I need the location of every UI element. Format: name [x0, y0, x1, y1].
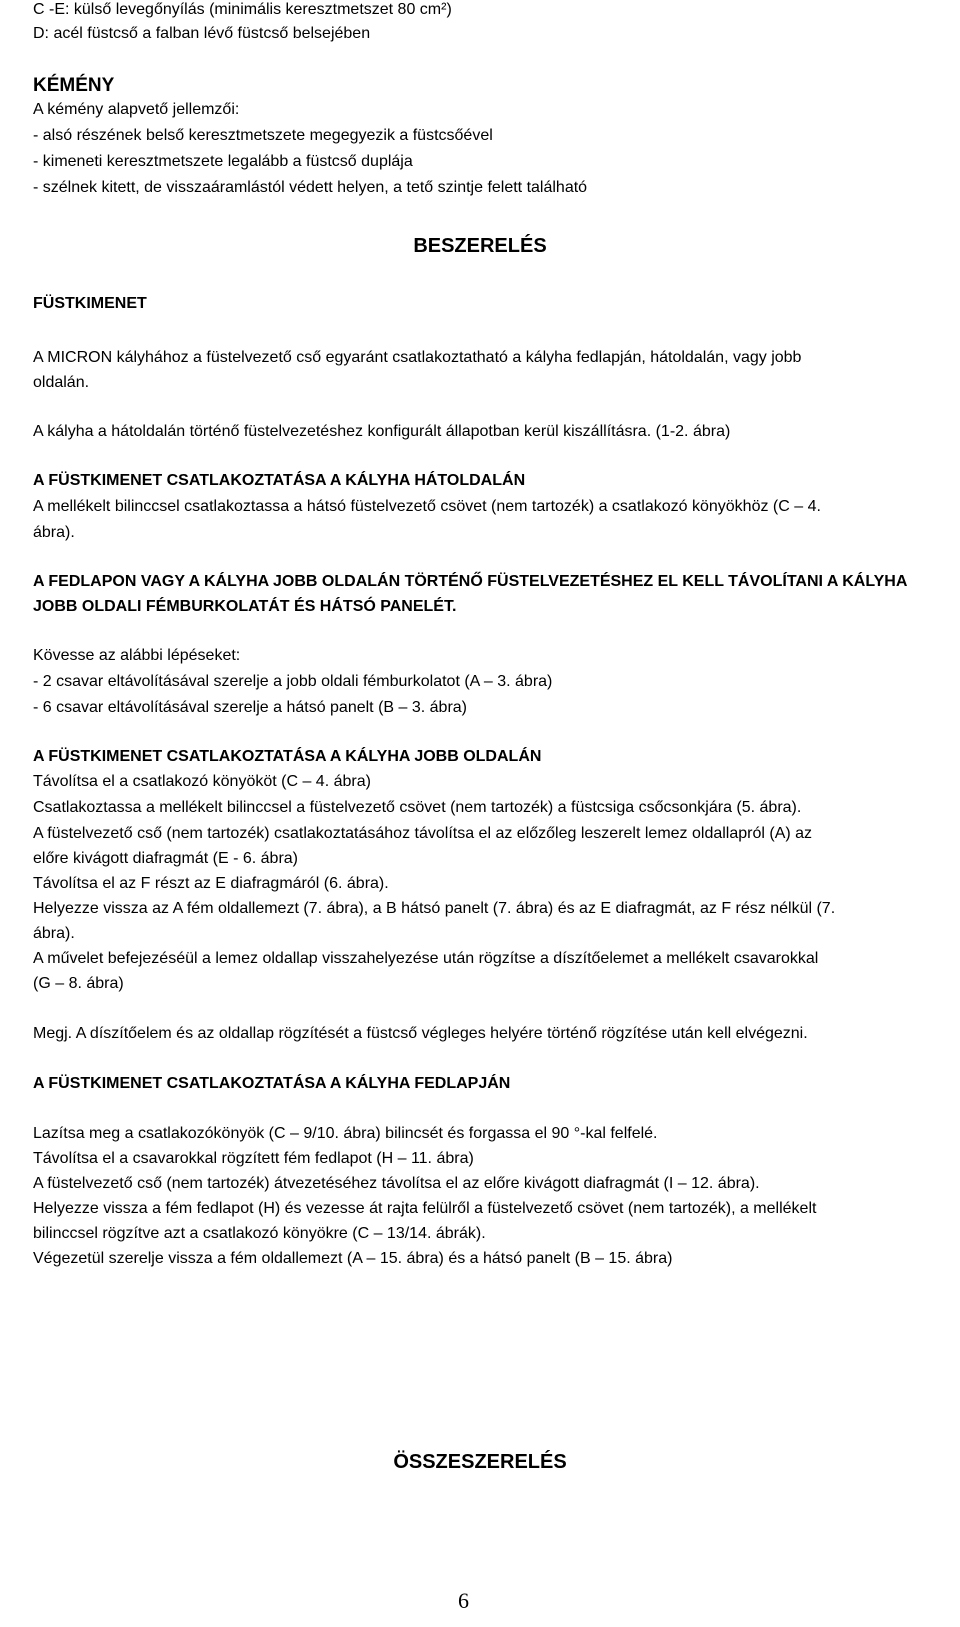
back-line: A mellékelt bilinccsel csatlakoztassa a hátsó füstelvezető csövet (nem tartozék) a csatlakozó könyökhöz (C – 4. — [33, 498, 821, 515]
right-line: ábra). — [33, 925, 75, 942]
warning-line: JOBB OLDALI FÉMBURKOLATÁT ÉS HÁTSÓ PANELÉT. — [33, 598, 457, 615]
assembly-title: ÖSSZESZERELÉS — [393, 1451, 567, 1473]
top-line: Távolítsa el a csavarokkal rögzített fém fedlapot (H – 11. ábra) — [33, 1150, 474, 1167]
chimney-line: - szélnek kitett, de visszaáramlástól védett helyen, a tető szintje felett található — [33, 179, 588, 196]
right-line: A művelet befejezéséül a lemez oldallap visszahelyezése után rögzítse a díszítőelemet a mellékelt csavarokkal — [33, 950, 819, 967]
flue-outlet-subtitle: FÜSTKIMENET — [33, 295, 147, 312]
right-line: Csatlakoztassa a mellékelt bilinccsel a füstelvezető csövet (nem tartozék) a füstcsiga csőcsonkjára (5. ábra). — [33, 799, 802, 816]
right-line: előre kivágott diafragmát (E - 6. ábra) — [33, 850, 299, 867]
right-title: A FÜSTKIMENET CSATLAKOZTATÁSA A KÁLYHA JOBB OLDALÁN — [33, 748, 542, 765]
right-line: Távolítsa el az F részt az E diafragmáról (6. ábra). — [33, 875, 389, 892]
back-line: ábra). — [33, 524, 75, 541]
intro-line: D: acél füstcső a falban lévő füstcső belsejében — [33, 25, 371, 42]
installation-line: A kályha a hátoldalán történő füstelvezetéshez konfigurált állapotban kerül kiszállításra. (1-2. ábra) — [33, 423, 731, 440]
right-line: (G – 8. ábra) — [33, 975, 124, 992]
right-note: Megj. A díszítőelem és az oldallap rögzítését a füstcső végleges helyére történő rögzítése után kell elvégezni. — [33, 1025, 808, 1042]
installation-line: A MICRON kályhához a füstelvezető cső egyaránt csatlakoztatható a kályha fedlapján, hátoldalán, vagy jobb — [33, 349, 802, 366]
chimney-line: - kimeneti keresztmetszete legalább a füstcső duplája — [33, 153, 413, 170]
intro-line: C -E: külső levegőnyílás (minimális keresztmetszet 80 cm²) — [33, 1, 452, 18]
right-line: Helyezze vissza az A fém oldallemezt (7. ábra), a B hátsó panelt (7. ábra) és az E diafragmát, az F rész nélkül (7. — [33, 900, 836, 917]
warning-line: A FEDLAPON VAGY A KÁLYHA JOBB OLDALÁN TÖRTÉNŐ FÜSTELVEZETÉSHEZ EL KELL TÁVOLÍTANI A KÁLYHA — [33, 573, 908, 590]
top-title: A FÜSTKIMENET CSATLAKOZTATÁSA A KÁLYHA FEDLAPJÁN — [33, 1075, 511, 1092]
installation-title: BESZERELÉS — [413, 235, 547, 257]
installation-line: oldalán. — [33, 374, 90, 391]
top-line: Helyezze vissza a fém fedlapot (H) és vezesse át rajta felülről a füstelvezető csövet (nem tartozék), a mellékelt — [33, 1200, 817, 1217]
top-line: Végezetül szerelje vissza a fém oldallemezt (A – 15. ábra) és a hátsó panelt (B – 15. ábra) — [33, 1250, 673, 1267]
chimney-title: KÉMÉNY — [33, 75, 115, 96]
chimney-line: A kémény alapvető jellemzői: — [33, 101, 240, 118]
right-line: Távolítsa el a csatlakozó könyököt (C – 4. ábra) — [33, 773, 371, 790]
top-line: Lazítsa meg a csatlakozókönyök (C – 9/10. ábra) bilincsét és forgassa el 90 °-kal felfelé. — [33, 1125, 658, 1142]
top-line: bilinccsel rögzítve azt a csatlakozó könyökre (C – 13/14. ábrák). — [33, 1225, 486, 1242]
steps-line: Kövesse az alábbi lépéseket: — [33, 647, 241, 664]
chimney-line: - alsó részének belső keresztmetszete megegyezik a füstcsőével — [33, 127, 493, 144]
steps-line: - 2 csavar eltávolításával szerelje a jobb oldali fémburkolatot (A – 3. ábra) — [33, 673, 553, 690]
back-title: A FÜSTKIMENET CSATLAKOZTATÁSA A KÁLYHA HÁTOLDALÁN — [33, 472, 526, 489]
right-line: A füstelvezető cső (nem tartozék) csatlakoztatásához távolítsa el az előzőleg leszerelt lemez oldallapról (A) az — [33, 825, 813, 842]
page-number: 6 — [458, 1588, 469, 1613]
top-line: A füstelvezető cső (nem tartozék) átvezetéséhez távolítsa el az előre kivágott diafragmát (I – 12. ábra). — [33, 1175, 760, 1192]
steps-line: - 6 csavar eltávolításával szerelje a hátsó panelt (B – 3. ábra) — [33, 699, 467, 716]
